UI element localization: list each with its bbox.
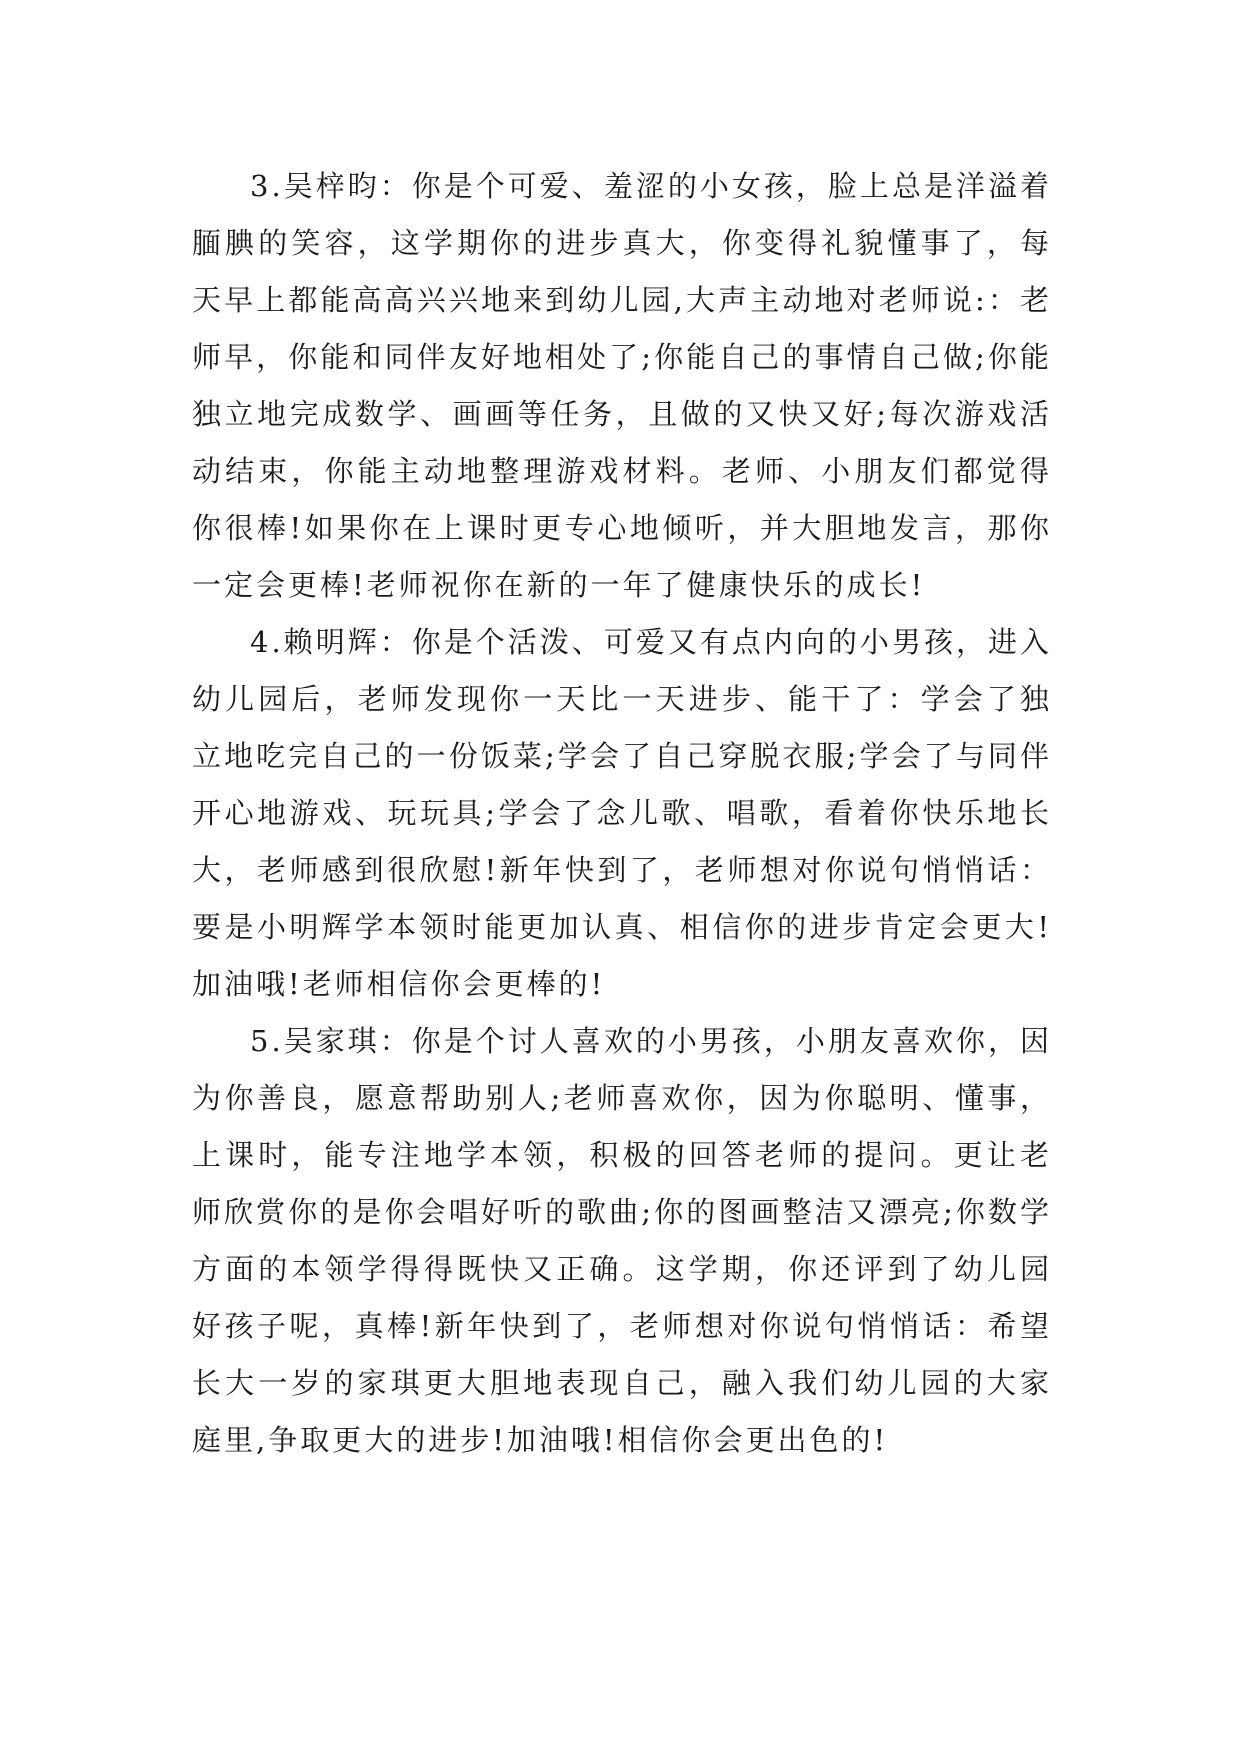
document-body (192, 158, 1052, 1469)
comment-paragraph-wu-jiaqi: 5.吴家琪：你是个讨人喜欢的小男孩，小朋友喜欢你，因为你善良，愿意帮助别人;老师喜欢你，因为你聪明、懂事，上课时，能专注地学本领，积极的回答老师的提问。更让老师欣赏你的是你会唱好听的歌曲;你的图画整洁又漂亮;你数学方面的本领学得得既快又正确。这学期，你还评到了幼儿园好孩子呢，真棒!新年快到了，老师想对你说句悄悄话：希望长大一岁的家琪更大胆地表现自己，融入我们幼儿园的大家庭里,争取更大的进步!加油哦!相信你会更出色的! (192, 1024, 1052, 1457)
comment-paragraph-lai-minghui: 4.赖明辉：你是个活泼、可爱又有点内向的小男孩，进入幼儿园后，老师发现你一天比一天进步、能干了：学会了独立地吃完自己的一份饭菜;学会了自己穿脱衣服;学会了与同伴开心地游戏、玩玩具;学会了念儿歌、唱歌，看着你快乐地长大，老师感到很欣慰!新年快到了，老师想对你说句悄悄话：要是小明辉学本领时能更加认真、相信你的进步肯定会更大!加油哦!老师相信你会更棒的! (192, 625, 1052, 1001)
comment-paragraph-wu-ziyun: 3.吴梓昀：你是个可爱、羞涩的小女孩，脸上总是洋溢着腼腆的笑容，这学期你的进步真大，你变得礼貌懂事了，每天早上都能高高兴兴地来到幼儿园,大声主动地对老师说:：老师早，你能和同伴友好地相处了;你能自己的事情自己做;你能独立地完成数学、画画等任务，且做的又快又好;每次游戏活动结束，你能主动地整理游戏材料。老师、小朋友们都觉得你很棒!如果你在上课时更专心地倾听，并大胆地发言，那你一定会更棒!老师祝你在新的一年了健康快乐的成长! (192, 169, 1052, 602)
